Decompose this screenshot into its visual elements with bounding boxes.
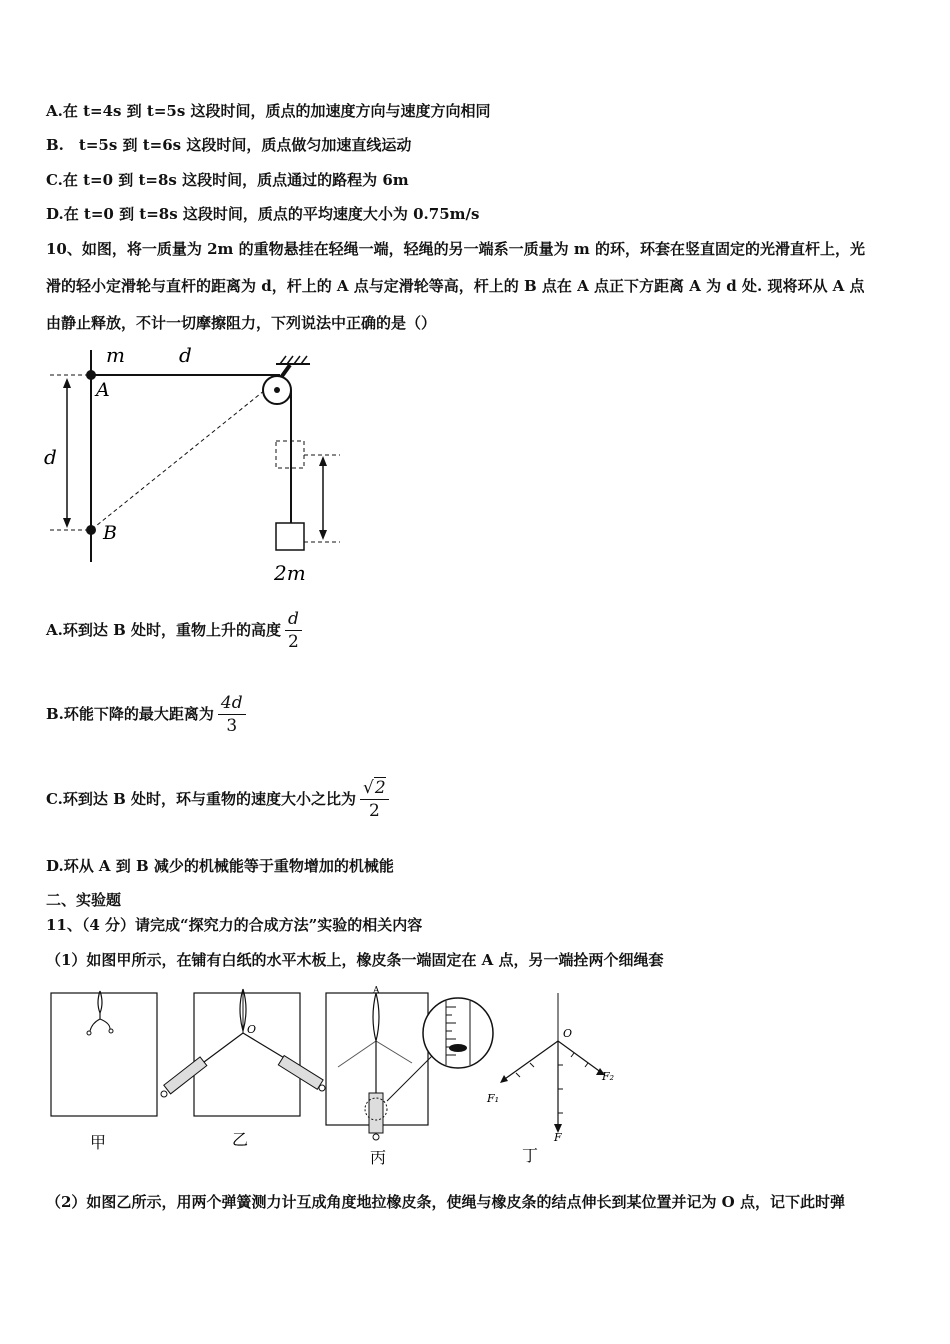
q9-option-c: C.在 t=0 到 t=8s 这段时间，质点通过的路程为 6m [46, 171, 409, 189]
fraction-d-over-2: $\frac{d}{2}$ [285, 608, 302, 653]
section-heading: 二、实验题 [46, 891, 122, 909]
q9-option-d: D.在 t=0 到 t=8s 这段时间，质点的平均速度大小为 0.75m/s [46, 205, 480, 223]
board-jia [51, 993, 157, 1116]
label-jia: 甲 [90, 1133, 107, 1152]
q10-option-d: D.环从 A 到 B 减少的机械能等于重物增加的机械能 [46, 857, 394, 875]
label-o-yi: O [247, 1023, 257, 1036]
q10-stem-line2: 滑的轻小定滑轮与直杆的距离为 d，杆上的 A 点与定滑轮等高，杆上的 B 点在 A 点正下方距离 A 为 d 处. 现将环从 A 点 [46, 277, 865, 295]
point-b [86, 525, 96, 535]
q10-option-a: A.环到达 B 处时，重物上升的高度 $\frac{d}{2}$ [46, 605, 302, 655]
q10-pulley-figure [40, 340, 360, 590]
q11-part2: （2）如图乙所示，用两个弹簧测力计互成角度地拉橡皮条，使绳与橡皮条的结点伸长到某位置并记为 O 点，记下此时弹 [46, 1193, 845, 1211]
label-o-ding: O [563, 1027, 573, 1040]
q10-stem-line1: 10、如图，将一质量为 2m 的重物悬挂在轻绳一端，轻绳的另一端系一质量为 m 的环，环套在竖直固定的光滑直杆上，光 [46, 240, 865, 258]
dashed-rope [91, 382, 275, 530]
label-d-top: d [179, 343, 192, 367]
q11-part1: （1）如图甲所示，在铺有白纸的水平木板上，橡皮条一端固定在 A 点，另一端拴两个细绳套 [46, 951, 664, 969]
label-2m: 2m [274, 561, 306, 585]
magnifier [423, 998, 493, 1068]
q10-option-b: B.环能下降的最大距离为 $\frac{4d}{3}$ [46, 688, 246, 740]
q10-option-c: C.环到达 B 处时，环与重物的速度大小之比为 $\frac{√2}{2}$ [46, 772, 389, 826]
label-d-side: d [44, 445, 57, 469]
fraction-4d-over-3: $\frac{4d}{3}$ [218, 692, 246, 737]
label-bing: 丙 [370, 1148, 387, 1167]
label-f1: F₁ [487, 1092, 500, 1105]
weight-2m [276, 523, 304, 550]
label-b: B [103, 522, 117, 544]
q11-experiment-figures [40, 985, 640, 1170]
label-f2: F₂ [602, 1070, 615, 1083]
board-yi [194, 993, 300, 1116]
q9-option-a: A.在 t=4s 到 t=5s 这段时间，质点的加速度方向与速度方向相同 [46, 102, 491, 120]
point-a [86, 370, 96, 380]
q11-stem: 11、（4 分）请完成“探究力的合成方法”实验的相关内容 [46, 916, 423, 934]
q10-stem-line3: 由静止释放，不计一切摩擦阻力，下列说法中正确的是（） [46, 314, 437, 332]
label-a: A [96, 379, 110, 401]
label-a-bing: A [373, 986, 380, 996]
q9-option-b: B. t=5s 到 t=6s 这段时间，质点做匀加速直线运动 [46, 136, 412, 154]
label-yi: 乙 [232, 1130, 249, 1149]
label-f: F [554, 1131, 562, 1144]
label-ding: 丁 [522, 1146, 539, 1165]
fraction-sqrt2-over-2: $\frac{√2}{2}$ [360, 777, 389, 822]
label-m: m [106, 343, 125, 367]
